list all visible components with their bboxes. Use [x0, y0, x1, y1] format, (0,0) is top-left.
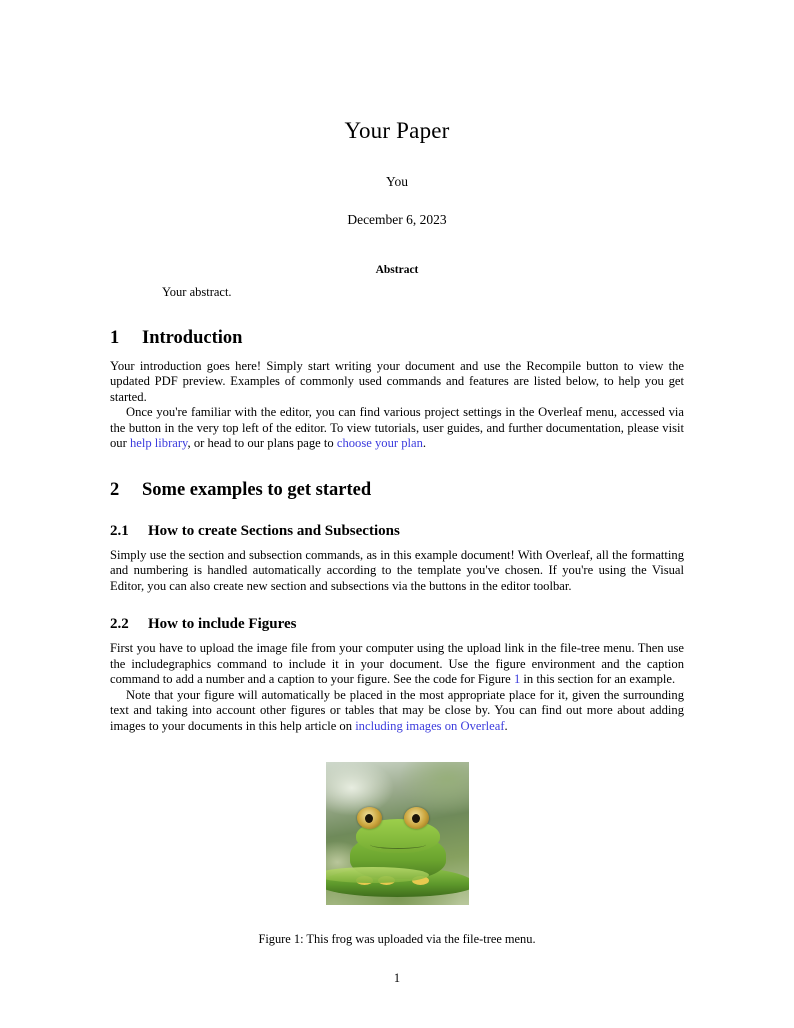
document-date: December 6, 2023: [347, 212, 447, 227]
page-title: Your Paper: [344, 118, 450, 143]
section-number-2: 2: [110, 479, 120, 500]
section-title-1: Introduction: [142, 328, 243, 348]
page-number: 1: [393, 971, 401, 985]
intro-paragraph-2-text: Once you're familiar with the editor, you can find various project settings in the Overleaf menu, accessed via the button in the very top left of the editor. To view tutorials, user guides, and further documentation, please visit our: [110, 405, 684, 451]
figures-text-after-ref: in this section for an example.: [520, 672, 676, 687]
intro-paragraph-1: Your introduction goes here! Simply start writing your document and use the Recompile button to view the updated PDF preview. Examples of commonly used commands and features are listed below, to help you get started.: [110, 359, 684, 404]
choose-plan-link[interactable]: choose your plan: [336, 436, 423, 451]
subsection-title-2-2: How to include Figures: [148, 616, 297, 633]
abstract-heading: Abstract: [375, 264, 419, 276]
subsection-title-2-1: How to create Sections and Subsections: [148, 522, 400, 539]
frog-right-eye: [404, 807, 429, 829]
document-author: You: [386, 174, 408, 189]
subsection-2-1-paragraph: Simply use the section and subsection commands, as in this example document! With Overleaf, all the formatting and numbering is handled automatically according to the template you've chosen. If you're using the Visual Editor, you can also create new section and subsections via the buttons in the editor toolbar.: [110, 547, 684, 593]
section-heading-2: [110, 480, 684, 501]
figures-text-before-link: Note that your figure will automatically be placed in the most appropriate place for it, given the surrounding text and taking into account other figures or tables that may be close by. You can find out more about adding images to your documents in this help article on: [110, 687, 684, 733]
subsection-number-2-1: 2.1: [110, 522, 129, 539]
section-number-1: 1: [110, 328, 120, 348]
figures-text-after-link: .: [504, 718, 508, 733]
subsection-2-2-paragraph-1: [110, 641, 684, 687]
section-heading-1: [110, 328, 684, 349]
subsection-heading-2-2: [110, 616, 684, 633]
including-images-link[interactable]: including images on Overleaf: [355, 718, 505, 733]
intro-after-link-2: .: [422, 436, 427, 451]
figure-caption: Figure 1: This frog was uploaded via the file-tree menu.: [258, 932, 536, 947]
figure-reference-link[interactable]: 1: [513, 672, 521, 687]
help-library-link[interactable]: help library: [129, 436, 188, 451]
frog-left-pupil: [365, 814, 373, 823]
frog-right-pupil: [412, 814, 420, 823]
figure-block: [110, 762, 684, 947]
subsection-2-2-paragraph-2: [110, 688, 684, 734]
section-title-2: Some examples to get started: [142, 479, 372, 500]
frog-left-eye: [357, 807, 382, 829]
abstract-body: Your abstract.: [162, 285, 232, 299]
intro-paragraph-2: [110, 405, 684, 451]
subsection-number-2-2: 2.2: [110, 616, 129, 633]
subsection-heading-2-1: [110, 523, 684, 540]
intro-after-link-1: , or head to our plans page to: [187, 436, 337, 451]
frog-photo: [326, 762, 469, 905]
figures-text-before-ref: First you have to upload the image file from your computer using the upload link in the file-tree menu. Then use the includegraphics command to include it in your document. Use the figure environment and the caption command to add a number and a caption to your figure. See the code for Figure: [110, 641, 684, 687]
